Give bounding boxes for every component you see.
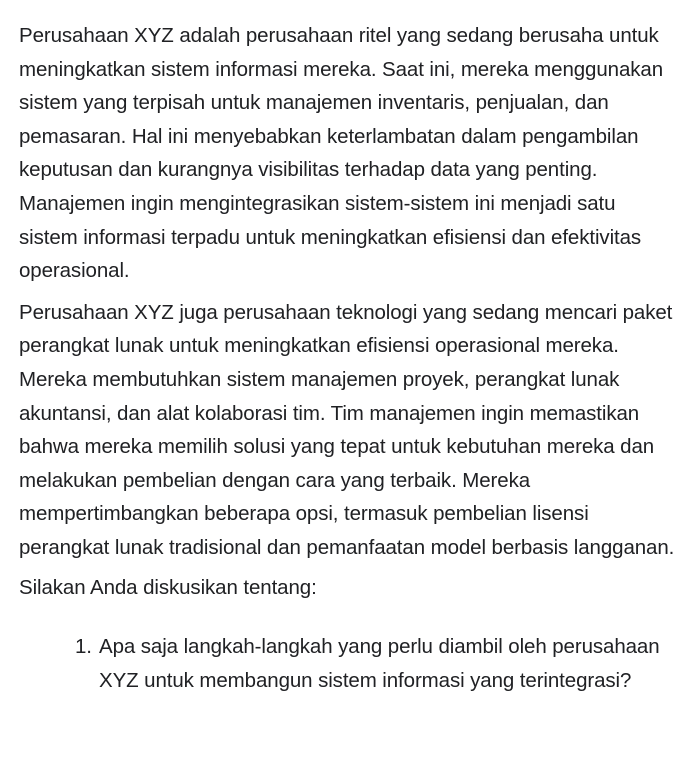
document-body [19, 19, 679, 697]
case-paragraph-1: Perusahaan XYZ adalah perusahaan ritel yang sedang berusaha untuk meningkatkan sistem informasi mereka. Saat ini, mereka menggunakan sistem yang terpisah untuk manajemen inventaris, penjualan, dan pemasaran. Hal ini menyebabkan keterlambatan dalam pengambilan keputusan dan kurangnya visibilitas terhadap data yang penting. Manajemen ingin mengintegrasikan sistem-sistem ini menjadi satu sistem informasi terpadu untuk meningkatkan efisiensi dan efektivitas operasional. [19, 24, 664, 283]
question-list [19, 630, 679, 697]
case-paragraph-2: Perusahaan XYZ juga perusahaan teknologi yang sedang mencari paket perangkat lunak untuk meningkatkan efisiensi operasional mereka. Mereka membutuhkan sistem manajemen proyek, perangkat lunak akuntansi, dan alat kolaborasi tim. Tim manajemen ingin memastikan bahwa mereka memilih solusi yang tepat untuk kebutuhan mereka dan melakukan pembelian dengan cara yang terbaik. Mereka mempertimbangkan beberapa opsi, termasuk pembelian lisensi perangkat lunak tradisional dan pemanfaatan model berbasis langganan. [19, 300, 675, 559]
list-item [75, 630, 679, 697]
question-number: 1. [75, 635, 92, 659]
discussion-prompt: Silakan Anda diskusikan tentang: [19, 575, 317, 599]
question-text: Apa saja langkah-langkah yang perlu diambil oleh perusahaan XYZ untuk membangun sistem informasi yang terintegrasi? [99, 635, 660, 692]
